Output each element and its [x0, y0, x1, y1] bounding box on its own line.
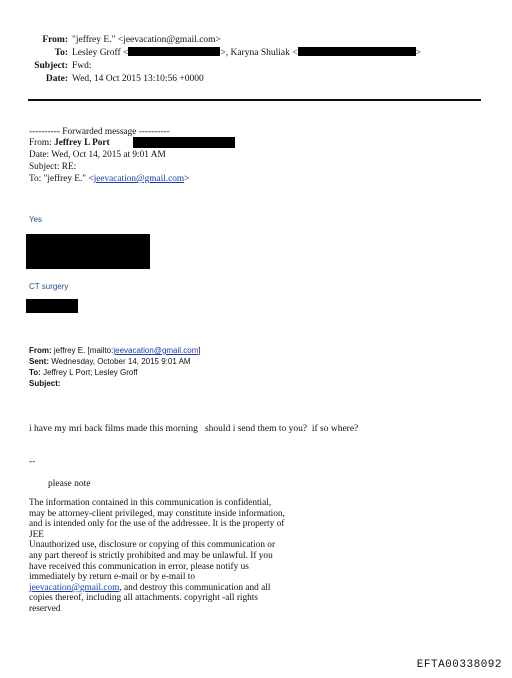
original-sent-row: [29, 357, 191, 368]
signature-dashes: --: [29, 457, 36, 467]
forwarded-to-row: [29, 174, 189, 186]
reply-yes: Yes: [29, 215, 43, 224]
original-to-value: Jeffrey L Port; Lesley Groff: [43, 368, 138, 377]
redaction-box: [128, 47, 220, 56]
disclaimer-part-1: The information contained in this communication is confidential, may be attorney-client privileged, may constitute inside information, and is intended only for the use of the addressee. It is the property of: [29, 498, 285, 530]
forwarded-from-row: [29, 138, 110, 150]
original-sent-value: Wednesday, October 14, 2015 9:01 AM: [51, 357, 191, 366]
forwarded-separator: ---------- Forwarded message ----------: [29, 127, 170, 137]
original-subject-row: [29, 379, 61, 390]
forwarded-date: Date: Wed, Oct 14, 2015 at 9:01 AM: [29, 150, 166, 160]
disclaimer-block: [29, 498, 289, 615]
original-from-label: From:: [29, 346, 52, 355]
redaction-box: [26, 234, 150, 269]
forwarded-to-prefix: To: "jeffrey E." <: [29, 174, 94, 184]
header-subject-row: [0, 60, 92, 73]
original-sent-label: Sent:: [29, 357, 49, 366]
header-subject-label: Subject:: [34, 61, 68, 71]
forwarded-to-email-link[interactable]: jeevacation@gmail.com: [93, 174, 185, 184]
signature-please-note: please note: [48, 479, 91, 489]
header-from-label: From:: [42, 35, 68, 45]
original-from-row: [29, 346, 201, 357]
forwarded-from-label: From:: [29, 138, 52, 148]
original-subject-label: Subject:: [29, 379, 61, 388]
original-from-end: ]: [198, 346, 201, 355]
forwarded-from-name: Jeffrey L Port: [54, 138, 110, 148]
forwarded-subject: Subject: RE:: [29, 162, 77, 172]
redaction-box: [133, 137, 235, 148]
header-to-value-1: Lesley Groff <: [72, 48, 129, 58]
disclaimer-part-2: JEE: [29, 529, 44, 540]
header-from-row: [0, 34, 221, 47]
disclaimer-part-4: , and destroy this communication and all copies thereof, including all attachments. copyright -all rights reserved: [29, 582, 271, 614]
forwarded-to-suffix: >: [184, 174, 190, 184]
reply-ct-surgery: CT surgery: [29, 282, 69, 291]
message-body: i have my mri back films made this morning should i send them to you? if so where?: [29, 424, 359, 434]
redaction-box: [298, 47, 416, 56]
original-from-email-link[interactable]: jeevacation@gmail.com: [113, 346, 199, 355]
header-to-value-3: >: [415, 48, 421, 58]
header-date-label: Date:: [45, 74, 68, 84]
header-to-value-2: >, Karyna Shuliak <: [220, 48, 298, 58]
original-to-label: To:: [29, 368, 41, 377]
header-divider: [28, 99, 481, 101]
disclaimer-part-3: Unauthorized use, disclosure or copying of this communication or any part thereof is strictly prohibited and may be unlawful. If you have received this communication in error, please notify us immediately by return e-mail or by e-mail to: [29, 540, 276, 583]
bates-number: EFTA00338092: [416, 659, 502, 671]
header-to-row: [0, 47, 421, 60]
disclaimer-email-link[interactable]: jeevacation@gmail.com: [29, 582, 120, 593]
header-date-row: [0, 73, 204, 86]
header-subject-value: Fwd:: [72, 61, 92, 71]
header-from-value: "jeffrey E." <jeevacation@gmail.com>: [72, 35, 221, 45]
header-to-label: To:: [54, 48, 68, 58]
header-date-value: Wed, 14 Oct 2015 13:10:56 +0000: [72, 74, 204, 84]
original-from-value: jeffrey E. [mailto:: [53, 346, 114, 355]
redaction-box: [26, 299, 78, 313]
original-to-row: [29, 368, 138, 379]
